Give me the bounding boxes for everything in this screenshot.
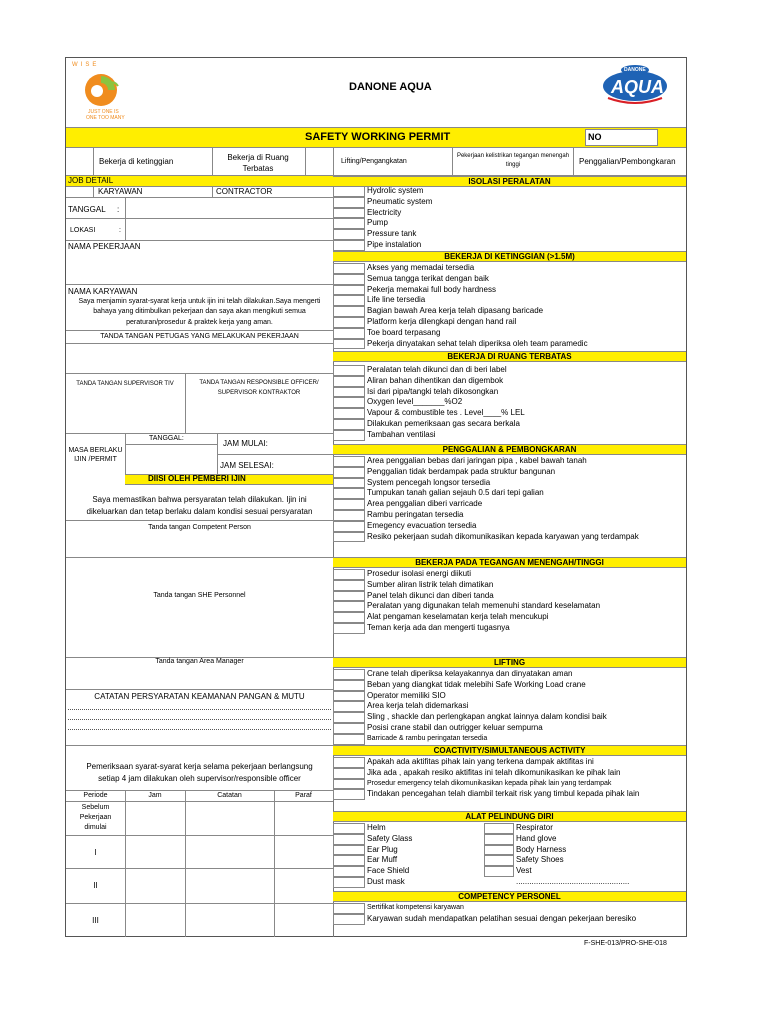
checklist-item: System pencegah longsor tersedia xyxy=(367,477,491,487)
checklist-checkbox[interactable] xyxy=(333,263,365,274)
checklist-item: Life line tersedia xyxy=(367,295,426,305)
checklist-checkbox[interactable] xyxy=(333,521,365,532)
period-header-paraf: Paraf xyxy=(295,792,312,799)
work-type-ruang: Bekerja di Ruang Terbatas xyxy=(227,153,289,173)
apd-checkbox[interactable] xyxy=(333,823,365,834)
checklist-checkbox[interactable] xyxy=(333,339,365,350)
section-title: ISOLASI PERALATAN xyxy=(468,177,551,186)
diisi-label: DIISI OLEH PEMBERI IJIN xyxy=(148,474,246,483)
no-label: NO xyxy=(588,132,602,142)
checklist-checkbox[interactable] xyxy=(333,691,365,702)
checklist-item: Platform kerja dilengkapi dengan hand rail xyxy=(367,317,517,326)
wise-tagline-2: ONE TOO MANY xyxy=(86,115,125,121)
pemeriksaan-2: setiap 4 jam dilakukan oleh supervisor/responsible officer xyxy=(98,774,301,783)
company-name: DANONE AQUA xyxy=(349,81,432,93)
checklist-item: Akses yang memadai tersedia xyxy=(367,263,475,272)
checklist-item: Sertifikat kompetensi karyawan xyxy=(367,904,464,911)
ttd-manager-label: Tanda tangan Area Manager xyxy=(155,658,244,665)
checklist-checkbox[interactable] xyxy=(333,306,365,317)
jam-selesai-label: JAM SELESAI: xyxy=(220,461,274,470)
checklist-checkbox[interactable] xyxy=(333,612,365,623)
apd-checkbox[interactable] xyxy=(333,855,365,866)
checklist-item: Operator memiliki SIO xyxy=(367,690,446,700)
checklist-checkbox[interactable] xyxy=(333,914,365,925)
pemberi-statement-1: Saya memastikan bahwa persyaratan telah dilakukan. Ijin ini xyxy=(92,495,307,504)
tanggal-label: TANGGAL xyxy=(68,205,106,214)
apd-item: Ear Plug xyxy=(367,844,398,854)
checklist-checkbox[interactable] xyxy=(333,580,365,591)
checklist-checkbox[interactable] xyxy=(333,365,365,376)
checklist-item: Crane telah diperiksa kelayakannya dan dinyatakan aman xyxy=(367,669,573,678)
contractor-label: CONTRACTOR xyxy=(216,187,273,196)
apd-item: ................................................... xyxy=(516,877,630,886)
checklist-item: Panel telah dikunci dan diberi tanda xyxy=(367,590,494,600)
checklist-checkbox[interactable] xyxy=(333,499,365,510)
checklist-checkbox[interactable] xyxy=(333,240,365,251)
ttd-competent-label: Tanda tangan Competent Person xyxy=(148,524,251,531)
checklist-item: Apakah ada aktifitas pihak lain yang terkena dampak aktifitas ini xyxy=(367,757,594,766)
apd-checkbox[interactable] xyxy=(484,834,514,845)
checklist-checkbox[interactable] xyxy=(333,669,365,680)
checklist-item: Penggalian tidak berdampak pada struktur bangunan xyxy=(367,466,556,476)
work-type-ketinggian: Bekerja di ketinggian xyxy=(99,157,174,166)
worker-statement-1: Saya menjamin syarat-syarat kerja untuk ijin ini telah dilakukan.Saya mengerti xyxy=(78,298,321,305)
section-title: PENGGALIAN & PEMBONGKARAN xyxy=(442,445,577,454)
checklist-checkbox[interactable] xyxy=(333,591,365,602)
checklist-item: Beban yang diangkat tidak melebihi Safe Working Load crane xyxy=(367,679,586,689)
checklist-checkbox[interactable] xyxy=(333,208,365,219)
checklist-checkbox[interactable] xyxy=(333,903,365,914)
worker-statement-2: bahaya yang ditimbulkan pekerjaan dan saya akan mengikuti semua xyxy=(93,308,306,315)
apd-item: Respirator xyxy=(516,823,553,832)
checklist-checkbox[interactable] xyxy=(333,478,365,489)
checklist-item: Rambu peringatan tersedia xyxy=(367,510,464,519)
period-row-label: III xyxy=(92,916,99,925)
pemeriksaan-1: Pemeriksaan syarat-syarat kerja selama pekerjaan berlangsung xyxy=(86,762,313,771)
checklist-checkbox[interactable] xyxy=(333,317,365,328)
checklist-checkbox[interactable] xyxy=(333,197,365,208)
checklist-checkbox[interactable] xyxy=(333,768,365,779)
checklist-item: Emegency evacuation tersedia xyxy=(367,520,477,530)
checklist-checkbox[interactable] xyxy=(333,569,365,580)
lokasi-colon: : xyxy=(119,227,121,234)
nama-karyawan-label: NAMA KARYAWAN xyxy=(68,287,138,296)
checklist-checkbox[interactable] xyxy=(333,779,365,790)
checklist-checkbox[interactable] xyxy=(333,328,365,339)
checklist-item: Jika ada , apakah resiko aktifitas ini telah dikomunikasikan ke pihak lain xyxy=(367,767,621,777)
checklist-item: Isi dari pipa/tangki telah dikosongkan xyxy=(367,386,499,396)
checklist-item: Aliran bahan dihentikan dan digembok xyxy=(367,375,504,385)
pemberi-statement-2: dikeluarkan dan tetap berlaku dalam kondisi sesuai persyaratan xyxy=(86,507,313,516)
checklist-item: Prosedur isolasi energi diikuti xyxy=(367,569,472,578)
period-row-label: Sebelum xyxy=(81,804,110,811)
apd-checkbox[interactable] xyxy=(333,845,365,856)
checklist-checkbox[interactable] xyxy=(333,295,365,306)
checklist-checkbox[interactable] xyxy=(333,387,365,398)
checklist-checkbox[interactable] xyxy=(333,218,365,229)
nama-pekerjaan-label: NAMA PEKERJAAN xyxy=(68,242,141,251)
apd-checkbox[interactable] xyxy=(333,877,365,888)
ttd-petugas-label: TANDA TANGAN PETUGAS YANG MELAKUKAN PEKERJAAN xyxy=(100,333,299,340)
period-row-label: Pekerjaan xyxy=(79,814,112,821)
jam-mulai-label: JAM MULAI: xyxy=(223,439,268,448)
checklist-item: Electricity xyxy=(367,207,402,217)
checklist-item: Pekerja memakai full body hardness xyxy=(367,284,496,294)
period-row-label: II xyxy=(93,881,98,890)
apd-checkbox[interactable] xyxy=(333,866,365,877)
checklist-checkbox[interactable] xyxy=(333,532,365,543)
section-title: COACTIVITY/SIMULTANEOUS ACTIVITY xyxy=(433,746,586,755)
checklist-checkbox[interactable] xyxy=(333,712,365,723)
checklist-item: Peralatan yang digunakan telah memenuhi standard keselamatan xyxy=(367,601,601,611)
checklist-checkbox[interactable] xyxy=(333,467,365,478)
apd-item: Helm xyxy=(367,823,386,832)
ttd-responsible-label-1: TANDA TANGAN RESPONSIBLE OFFICER/ xyxy=(199,380,319,386)
checklist-item: Teman kerja ada dan mengerti tugasnya xyxy=(367,623,510,632)
period-header-catatan: Catatan xyxy=(217,792,242,799)
checklist-item: Pneumatic system xyxy=(367,196,433,206)
checklist-checkbox[interactable] xyxy=(333,680,365,691)
apd-item: Hand glove xyxy=(516,833,557,843)
apd-item: Safety Glass xyxy=(367,833,413,843)
apd-item: Vest xyxy=(516,866,532,876)
checklist-checkbox[interactable] xyxy=(333,274,365,285)
checklist-item: Tindakan pencegahan telah diambil terkait risk yang timbul kepada pihak lain xyxy=(367,789,640,799)
apd-checkbox[interactable] xyxy=(484,855,514,866)
checklist-checkbox[interactable] xyxy=(333,397,365,408)
checklist-checkbox[interactable] xyxy=(333,408,365,419)
checklist-item: Oxygen level_______%O2 xyxy=(367,397,463,407)
worker-statement-3: peraturan/prosedur & praktek kerja yang aman. xyxy=(126,319,273,326)
checklist-item: Barricade & rambu peringatan tersedia xyxy=(367,734,488,742)
checklist-item: Area penggalian diberi varricade xyxy=(367,499,483,509)
wise-letters: WISE xyxy=(72,62,100,68)
apd-item: Body Harness xyxy=(516,844,567,854)
work-type-penggalian: Penggalian/Pembongkaran xyxy=(579,157,676,166)
checklist-item: Sumber aliran listrik telah dimatikan xyxy=(367,579,494,589)
period-header-jam: Jam xyxy=(148,792,162,799)
checklist-item: Alat pengaman keselamatan kerja telah mencukupi xyxy=(367,612,549,622)
checklist-checkbox[interactable] xyxy=(333,488,365,499)
checklist-item: Dilakukan pemeriksaan gas secara berkala xyxy=(367,419,520,428)
checklist-checkbox[interactable] xyxy=(333,419,365,430)
section-title: LIFTING xyxy=(493,658,526,667)
checklist-checkbox[interactable] xyxy=(333,456,365,467)
checklist-checkbox[interactable] xyxy=(333,601,365,612)
apd-item: Safety Shoes xyxy=(516,855,564,865)
apd-checkbox[interactable] xyxy=(484,866,514,877)
checklist-item: Bagian bawah Area kerja telah dipasang baricade xyxy=(367,306,544,316)
lokasi-label: LOKASI xyxy=(70,227,96,234)
checklist-checkbox[interactable] xyxy=(333,789,365,800)
checklist-item: Pump xyxy=(367,218,388,228)
work-type-lifting: Lifting/Pengangkatan xyxy=(341,158,407,165)
checklist-item: Pressure tank xyxy=(367,229,417,239)
apd-checkbox[interactable] xyxy=(333,834,365,845)
checklist-checkbox[interactable] xyxy=(333,757,365,768)
checklist-checkbox[interactable] xyxy=(333,229,365,240)
section-title: BEKERJA DI KETINGGIAN (>1.5M) xyxy=(444,252,575,261)
apd-checkbox[interactable] xyxy=(484,823,514,834)
checklist-item: Karyawan sudah mendapatkan pelatihan sesuai dengan pekerjaan beresiko xyxy=(367,913,637,923)
checklist-checkbox[interactable] xyxy=(333,701,365,712)
tanggal2-label: TANGGAL: xyxy=(149,435,184,442)
period-row-label: dimulai xyxy=(84,824,107,831)
masa-berlaku-2: IJIN /PERMIT xyxy=(74,456,117,463)
checklist-item: Pipe instalation xyxy=(367,240,422,249)
section-title: COMPETENCY PERSONEL xyxy=(458,892,561,901)
checklist-checkbox[interactable] xyxy=(333,510,365,521)
checklist-item: Prosedur emergency telah dikomunikasikan kepada pihak lain yang terdampak xyxy=(367,779,612,787)
checklist-item: Hydrolic system xyxy=(367,186,424,195)
apd-item: Face Shield xyxy=(367,866,410,876)
checklist-item: Peralatan telah dikunci dan di beri label xyxy=(367,365,507,374)
aqua-name: AQUA xyxy=(611,77,664,97)
masa-berlaku-1: MASA BERLAKU xyxy=(68,447,123,454)
ttd-responsible-label-2: SUPERVISOR KONTRAKTOR xyxy=(217,390,301,396)
checklist-item: Area kerja telah didemarkasi xyxy=(367,701,469,711)
form-code: F-SHE-013/PRO-SHE-018 xyxy=(584,940,667,947)
section-title: ALAT PELINDUNG DIRI xyxy=(465,812,554,821)
checklist-item: Toe board terpasang xyxy=(367,327,441,337)
apd-item: Ear Muff xyxy=(367,855,398,865)
work-type-kelistrikan: Pekerjaan kelistrikan tegangan menengah tinggi xyxy=(456,153,570,168)
checklist-item: Vapour & combustible tes . Level____% LEL xyxy=(367,408,525,418)
section-title: BEKERJA PADA TEGANGAN MENENGAH/TINGGI xyxy=(415,558,604,567)
job-detail-label: JOB DETAIL xyxy=(68,176,114,185)
checklist-item: Area penggalian bebas dari jaringan pipa , kabel bawah tanah xyxy=(367,456,587,465)
catatan-label: CATATAN PERSYARATAN KEAMANAN PANGAN & MUTU xyxy=(94,692,305,701)
checklist-item: Tambahan ventilasi xyxy=(367,429,436,439)
checklist-item: Sling , shackle dan perlengkapan angkat lainnya dalam kondisi baik xyxy=(367,712,607,722)
checklist-item: Pekerja dinyatakan sehat telah diperiksa oleh team paramedic xyxy=(367,338,588,348)
apd-item: Dust mask xyxy=(367,877,405,886)
checklist-item: Resiko pekerjaan sudah dikomunikasikan kepada karyawan yang terdampak xyxy=(367,531,639,541)
checklist-item: Semua tangga terikat dengan baik xyxy=(367,273,489,283)
section-title: BEKERJA DI RUANG TERBATAS xyxy=(447,352,572,361)
tanggal-colon: : xyxy=(117,205,120,214)
aqua-brand: DANONE xyxy=(624,67,646,73)
form-title: SAFETY WORKING PERMIT xyxy=(305,131,451,143)
checklist-checkbox[interactable] xyxy=(333,623,365,634)
karyawan-label: KARYAWAN xyxy=(98,187,143,196)
checklist-item: Posisi crane stabil dan outrigger keluar sempurna xyxy=(367,723,543,732)
ttd-she-label: Tanda tangan SHE Personnel xyxy=(153,592,246,599)
period-header-periode: Periode xyxy=(83,792,108,799)
checklist-checkbox[interactable] xyxy=(333,376,365,387)
checklist-item: Tumpukan tanah galian sejauh 0.5 dari tepi galian xyxy=(367,488,544,498)
checklist-checkbox[interactable] xyxy=(333,285,365,296)
period-row-label: I xyxy=(94,848,97,857)
wise-tagline-1: JUST ONE IS xyxy=(88,109,119,115)
checklist-checkbox[interactable] xyxy=(333,186,365,197)
apd-checkbox[interactable] xyxy=(484,845,514,856)
checklist-checkbox[interactable] xyxy=(333,723,365,734)
checklist-checkbox[interactable] xyxy=(333,430,365,441)
ttd-supervisor-label: TANDA TANGAN SUPERVISOR TIV xyxy=(76,381,174,387)
checklist-checkbox[interactable] xyxy=(333,734,365,745)
